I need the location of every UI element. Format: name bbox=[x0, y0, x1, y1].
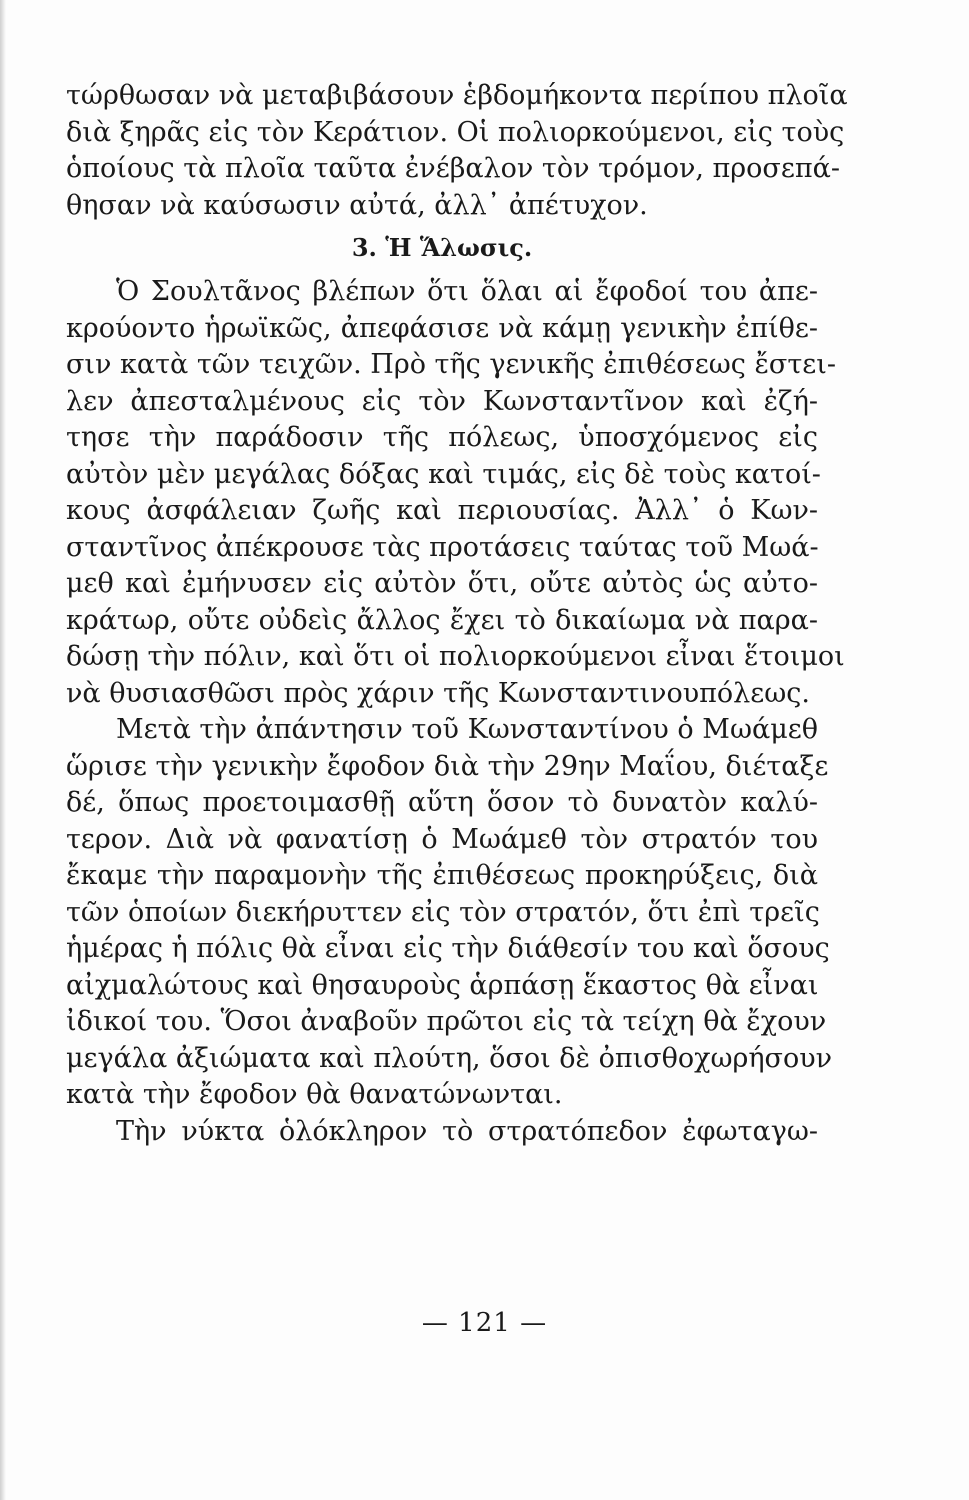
text-line: δώσῃ τὴν πόλιν, καὶ ὅτι οἱ πολιορκούμενοι εἶναι ἕτοιμοι bbox=[66, 641, 845, 672]
text-line: τησε τὴν παράδοσιν τῆς πόλεως, ὑποσχόμενος εἰς bbox=[66, 422, 818, 453]
text-line: ἔκαμε τὴν παραμονὴν τῆς ἐπιθέσεως προκηρύξεις, διὰ bbox=[66, 860, 818, 891]
text-line: αὐτὸν μὲν μεγάλας δόξας καὶ τιμάς, εἰς δὲ τοὺς κατοί- bbox=[66, 458, 821, 490]
text-line: νὰ θυσιασθῶσι πρὸς χάριν τῆς Κωνσταντινουπόλεως. bbox=[66, 677, 810, 709]
text-line: ὥρισε τὴν γενικὴν ἔφοδον διὰ τὴν 29ην Μαΐου, διέταξε bbox=[66, 750, 829, 782]
page-text bbox=[66, 78, 848, 1150]
text-line: Ὁ Σουλτᾶνος βλέπων ὅτι ὅλαι αἱ ἔφοδοί του ἀπε- bbox=[116, 276, 818, 307]
text-line: μεγάλα ἀξιώματα καὶ πλούτη, ὅσοι δὲ ὀπισθοχωρήσουν bbox=[66, 1042, 833, 1074]
text-line: κράτωρ, οὔτε οὐδεὶς ἄλλος ἔχει τὸ δικαίωμα νὰ παρα- bbox=[66, 604, 818, 636]
text-line: θησαν νὰ καύσωσιν αὐτά, ἀλλ᾽ ἀπέτυχον. bbox=[66, 189, 648, 221]
text-line: αἰχμαλώτους καὶ θησαυροὺς ἁρπάσῃ ἕκαστος θὰ εἶναι bbox=[66, 969, 819, 1001]
text-line: Μετὰ τὴν ἀπάντησιν τοῦ Κωνσταντίνου ὁ Μωάμεθ bbox=[116, 714, 818, 745]
text-line: κους ἀσφάλειαν ζωῆς καὶ περιουσίας. Ἀλλ᾽ ὁ Κων- bbox=[66, 495, 818, 526]
text-line: ἰδικοί του. Ὅσοι ἀναβοῦν πρῶτοι εἰς τὰ τείχη θὰ ἔχουν bbox=[66, 1006, 827, 1037]
text-line: κρούοντο ἡρωϊκῶς, ἀπεφάσισε νὰ κάμῃ γενικὴν ἐπίθε- bbox=[66, 312, 818, 344]
text-line: τώρθωσαν νὰ μεταβιβάσουν ἑβδομήκοντα περίπου πλοῖα bbox=[66, 80, 848, 111]
text-line: ὁποίους τὰ πλοῖα ταῦτα ἐνέβαλον τὸν τρόμον, προσεπά- bbox=[66, 153, 840, 184]
section-heading: 3. Ἡ Ἅλωσις. bbox=[351, 233, 533, 262]
text-line: τερον. Διὰ νὰ φανατίσῃ ὁ Μωάμεθ τὸν στρατόν του bbox=[66, 823, 818, 855]
text-line: Τὴν νύκτα ὁλόκληρον τὸ στρατόπεδον ἐφωταγω- bbox=[116, 1115, 818, 1147]
text-line: μεθ καὶ ἐμήνυσεν εἰς αὐτὸν ὅτι, οὔτε αὐτὸς ὡς αὐτο- bbox=[66, 568, 818, 599]
text-line: σταντῖνος ἀπέκρουσε τὰς προτάσεις ταύτας τοῦ Μωά- bbox=[66, 531, 819, 563]
text-line: ἡμέρας ἡ πόλις θὰ εἶναι εἰς τὴν διάθεσίν του καὶ ὅσους bbox=[66, 933, 830, 964]
text-line: δέ, ὅπως προετοιμασθῇ αὕτη ὅσον τὸ δυνατὸν καλύ- bbox=[66, 787, 818, 818]
page-number: — 121 — bbox=[421, 1308, 548, 1338]
text-line: κατὰ τὴν ἔφοδον θὰ θανατώνωνται. bbox=[66, 1079, 563, 1110]
text-line: σιν κατὰ τῶν τειχῶν. Πρὸ τῆς γενικῆς ἐπιθέσεως ἔστει- bbox=[66, 349, 837, 380]
page-binding-shadow bbox=[0, 0, 6, 1500]
text-line: διὰ ξηρᾶς εἰς τὸν Κεράτιον. Οἱ πολιορκούμενοι, εἰς τοὺς bbox=[66, 116, 845, 148]
text-line: τῶν ὁποίων διεκήρυττεν εἰς τὸν στρατόν, ὅτι ἐπὶ τρεῖς bbox=[66, 896, 820, 928]
text-line: λεν ἀπεσταλμένους εἰς τὸν Κωνσταντῖνον καὶ ἐζή- bbox=[66, 385, 818, 417]
